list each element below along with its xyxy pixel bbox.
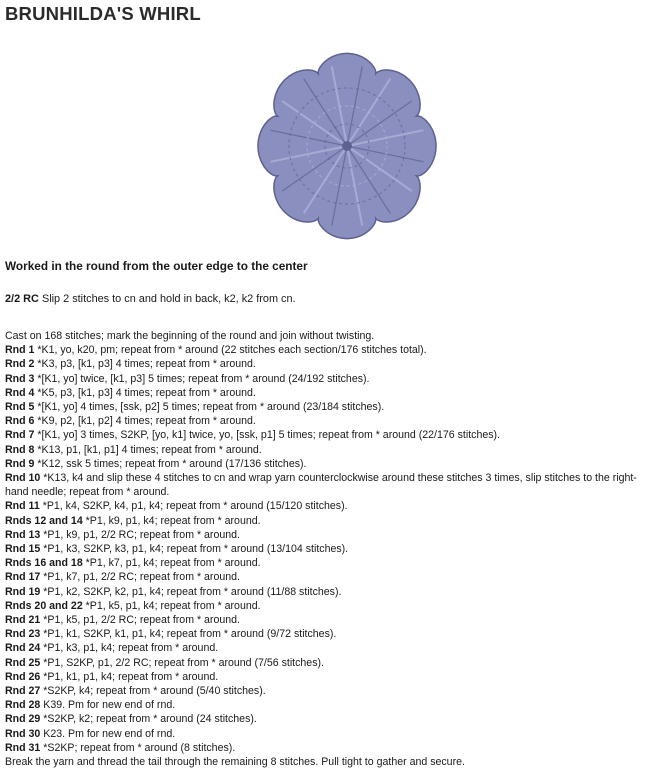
round-row bbox=[5, 684, 649, 698]
round-row bbox=[5, 613, 649, 627]
round-text: K39. Pm for new end of rnd. bbox=[43, 699, 176, 712]
round-label: Rnd 10 bbox=[5, 472, 41, 485]
round-text: *P1, k9, p1, 2/2 RC; repeat from * around. bbox=[43, 528, 240, 541]
round-label: Rnds 20 and 22 bbox=[5, 599, 83, 612]
round-label: Rnd 11 bbox=[5, 500, 40, 513]
round-row bbox=[5, 585, 649, 599]
round-text: *P1, k3, p1, k4; repeat from * around. bbox=[43, 642, 219, 655]
finishing-instruction: Break the yarn and thread the tail through the remaining 8 stitches. Pull tight to gather and secure. bbox=[5, 756, 465, 769]
round-label: Rnd 30 bbox=[5, 727, 41, 740]
round-row bbox=[5, 570, 649, 584]
round-label: Rnd 27 bbox=[5, 685, 41, 698]
round-label: Rnd 28 bbox=[5, 699, 41, 712]
round-text: *P1, S2KP, p1, 2/2 RC; repeat from * around (7/56 stitches). bbox=[43, 656, 324, 669]
round-row bbox=[5, 698, 649, 712]
round-label: Rnd 24 bbox=[5, 642, 41, 655]
round-label: Rnd 23 bbox=[5, 628, 41, 641]
round-label: Rnd 8 bbox=[5, 443, 35, 456]
round-text: *P1, k2, S2KP, k2, p1, k4; repeat from * around (11/88 stitches). bbox=[43, 585, 342, 598]
round-text: *P1, k9, p1, k4; repeat from * around. bbox=[85, 514, 261, 527]
round-row bbox=[5, 599, 649, 613]
round-row bbox=[5, 670, 649, 684]
round-row bbox=[5, 386, 649, 400]
round-text: *P1, k7, p1, k4; repeat from * around. bbox=[85, 557, 261, 570]
round-text: *K13, p1, [k1, p1] 4 times; repeat from * around. bbox=[37, 443, 262, 456]
round-label: Rnd 26 bbox=[5, 670, 41, 683]
round-text: *K9, p2, [k1, p2] 4 times; repeat from * around. bbox=[37, 415, 256, 428]
round-text: *S2KP; repeat from * around (8 stitches). bbox=[43, 741, 236, 754]
round-text: *K5, p3, [k1, p3] 4 times; repeat from * around. bbox=[37, 386, 256, 399]
pattern-subheading: Worked in the round from the outer edge to the center bbox=[5, 259, 308, 273]
round-row bbox=[5, 499, 649, 513]
round-row bbox=[5, 556, 649, 570]
instructions-block bbox=[5, 329, 649, 769]
round-row bbox=[5, 528, 649, 542]
cast-on-instruction: Cast on 168 stitches; mark the beginning of the round and join without twisting. bbox=[5, 330, 375, 342]
round-row bbox=[5, 712, 649, 726]
round-row bbox=[5, 428, 649, 442]
round-row bbox=[5, 514, 649, 528]
round-text: *K3, p3, [k1, p3] 4 times; repeat from * around. bbox=[37, 358, 256, 371]
round-text: *[K1, yo] twice, [k1, p3] 5 times; repeat from * around (24/192 stitches). bbox=[37, 372, 370, 385]
round-row bbox=[5, 542, 649, 556]
round-row bbox=[5, 400, 649, 414]
pattern-title: BRUNHILDA'S WHIRL bbox=[5, 3, 201, 24]
round-text: *S2KP, k2; repeat from * around (24 stitches). bbox=[43, 713, 257, 726]
round-label: Rnd 7 bbox=[5, 429, 35, 442]
round-label: Rnd 13 bbox=[5, 528, 41, 541]
round-text: *[K1, yo] 3 times, S2KP, [yo, k1] twice, yo, [ssk, p1] 5 times; repeat from * around (22/176 stitches). bbox=[37, 429, 500, 442]
round-label: Rnd 17 bbox=[5, 571, 41, 584]
round-label: Rnd 3 bbox=[5, 372, 35, 385]
round-label: Rnd 15 bbox=[5, 543, 41, 556]
abbreviation-term: 2/2 RC bbox=[5, 293, 39, 305]
round-row bbox=[5, 741, 649, 755]
round-label: Rnd 4 bbox=[5, 386, 35, 399]
abbreviation-definition: Slip 2 stitches to cn and hold in back, k2, k2 from cn. bbox=[41, 293, 296, 305]
round-label: Rnd 19 bbox=[5, 585, 41, 598]
round-row bbox=[5, 357, 649, 371]
round-row bbox=[5, 727, 649, 741]
round-text: *P1, k1, p1, k4; repeat from * around. bbox=[43, 670, 219, 683]
round-label: Rnd 9 bbox=[5, 457, 35, 470]
round-label: Rnd 1 bbox=[5, 344, 35, 357]
round-label: Rnd 21 bbox=[5, 614, 41, 627]
round-label: Rnd 5 bbox=[5, 401, 35, 414]
round-text: *P1, k5, p1, k4; repeat from * around. bbox=[85, 599, 261, 612]
round-row bbox=[5, 343, 649, 357]
round-text: *[K1, yo] 4 times, [ssk, p2] 5 times; repeat from * around (23/184 stitches). bbox=[37, 401, 385, 414]
round-label: Rnds 12 and 14 bbox=[5, 514, 83, 527]
round-row bbox=[5, 656, 649, 670]
round-row bbox=[5, 372, 649, 386]
round-label: Rnds 16 and 18 bbox=[5, 557, 83, 570]
rounds-list bbox=[5, 343, 649, 755]
round-text: *P1, k7, p1, 2/2 RC; repeat from * around. bbox=[43, 571, 240, 584]
round-row bbox=[5, 627, 649, 641]
round-text: *P1, k3, S2KP, k3, p1, k4; repeat from * around (13/104 stitches). bbox=[43, 543, 349, 556]
round-text: *P1, k4, S2KP, k4, p1, k4; repeat from * around (15/120 stitches). bbox=[42, 500, 348, 513]
round-label: Rnd 29 bbox=[5, 713, 41, 726]
knitted-doily-photo bbox=[247, 40, 447, 252]
round-label: Rnd 6 bbox=[5, 415, 35, 428]
round-row bbox=[5, 457, 649, 471]
round-row bbox=[5, 443, 649, 457]
round-row bbox=[5, 641, 649, 655]
round-row bbox=[5, 471, 649, 499]
round-text: K23. Pm for new end of rnd. bbox=[43, 727, 176, 740]
abbreviation-line bbox=[5, 293, 296, 305]
round-label: Rnd 2 bbox=[5, 358, 35, 371]
round-label: Rnd 25 bbox=[5, 656, 41, 669]
round-label: Rnd 31 bbox=[5, 741, 41, 754]
round-text: *S2KP, k4; repeat from * around (5/40 stitches). bbox=[43, 685, 266, 698]
round-text: *K13, k4 and slip these 4 stitches to cn and wrap yarn counterclockwise around these stitches 3 times, slip stitches to the right-hand needle; repeat from * around. bbox=[5, 472, 637, 499]
round-text: *P1, k1, S2KP, k1, p1, k4; repeat from * around (9/72 stitches). bbox=[43, 628, 337, 641]
round-text: *K1, yo, k20, pm; repeat from * around (22 stitches each section/176 stitches total). bbox=[37, 344, 427, 357]
round-text: *P1, k5, p1, 2/2 RC; repeat from * around. bbox=[43, 614, 240, 627]
round-row bbox=[5, 414, 649, 428]
round-text: *K12, ssk 5 times; repeat from * around (17/136 stitches). bbox=[37, 457, 307, 470]
